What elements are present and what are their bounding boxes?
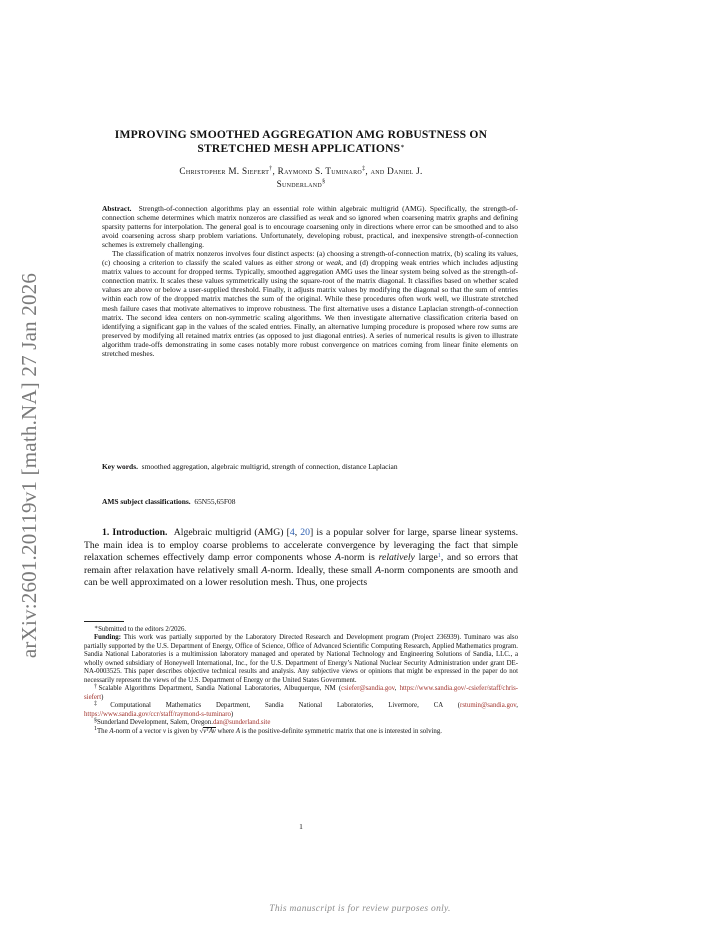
footnote-link-1[interactable]: 1 [437, 553, 441, 560]
review-watermark: This manuscript is for review purposes only. [269, 904, 451, 914]
footnote-submitted: ∗Submitted to the editors 2/2026. [94, 625, 187, 633]
footnote-tuminaro: ‡Computational Mathematics Department, Sandia National Laboratories, Livermore, CA (rstumin@sandia.gov, https://www.sandia.gov/ccr/staff/raymond-s-tuminaro) [84, 701, 518, 718]
title-line-1: IMPROVING SMOOTHED AGGREGATION AMG ROBUSTNESS ON [114, 128, 488, 141]
ams-label: AMS subject classifications. [102, 497, 191, 506]
arxiv-sidebar [12, 245, 48, 685]
abstract [102, 204, 518, 358]
citation-link-4[interactable]: 4 [289, 527, 295, 538]
url-link-tuminaro[interactable]: https://www.sandia.gov/ccr/staff/raymond-s-tuminaro [84, 710, 231, 718]
footnote-rule [84, 621, 124, 622]
footnote-sunderland: §Sunderland Development, Salem, Oregon.dan@sunderland.site [94, 717, 271, 726]
intro-paragraph: 1. Introduction. Algebraic multigrid (AMG) [4, 20] is a popular solver for large, sparse linear systems. The main idea is to employ coarse problems to accelerate convergence by leveraging the fact that simple relaxation schemes effectively damp error components whose A-norm is relatively large$^1$, and so errors that remain after relaxation have relatively small A-norm. Ideally, these small A-norm components are smooth and can be well approximated on a lower resolution mesh. Thus, one projects [84, 527, 519, 589]
footnote-a-norm: $^1$The A-norm of a vector v is given by √vᵀAv where A is the positive-definite symmetric matrix that one is interested in solving. [94, 726, 442, 736]
keywords-text: smoothed aggregation, algebraic multigrid, strength of connection, distance Laplacian [141, 462, 398, 471]
sqrt-expression: vᵀAv [203, 728, 216, 736]
ams-codes: 65N55,65F08 [194, 497, 236, 506]
abstract-paragraph-2: The classification of matrix nonzeros involves four distinct aspects: (a) choosing a strength-of-connection matrix, (b) scaling its values, (c) choosing a criterion to classify the scaled values as either strong or weak, and (d) dropping weak entries which includes adjusting matrix values to account for dropped terms. Typically, smoothed aggregation AMG uses the linear system being solved as the strength-of-connection matrix. It scales these values symmetrically using the square-root of the matrix diagonal. It classifies based on whether scaled values are above or below a user-supplied threshold. Finally, it adjusts matrix values by modifying the diagonal so that the sum of entries within each row of the dropped matrix matches the sum of the original. While these procedures often work well, we illustrate stretched mesh failure cases that motivate alternatives to improve robustness. The first alternative uses a distance Laplacian strength-of-connection matrix. The second idea centers on non-symmetric scaling algorithms. We then investigate alternative classification criteria based on identifying a significant gap in the values of the scaled entries. Finally, an alternative lumping procedure is proposed where row sums are preserved by modifying all retained matrix entries (as opposed to just diagonal entries). A series of numerical results is given to illustrate algorithm trade-offs demonstrating in some cases notably more robust convergence on matrices coming from linear finite elements on stretched meshes. [102, 249, 519, 358]
author-line-2: Sunderland§ [276, 179, 326, 189]
email-link-siefert[interactable]: csiefer@sandia.gov [341, 685, 395, 693]
keywords-label: Key words. [102, 462, 138, 471]
footnote-siefert: †Scalable Algorithms Department, Sandia National Laboratories, Albuquerque, NM (csiefer@sandia.gov, https://www.sandia.gov/-csiefer/staff/chris-siefert) [84, 684, 519, 701]
section-heading: 1. Introduction. [102, 527, 168, 538]
page-number: 1 [299, 822, 303, 831]
paper-title [84, 128, 518, 156]
footnotes [84, 626, 518, 737]
author-daniel: , and Daniel J. [365, 166, 423, 176]
abstract-label: Abstract. [102, 204, 132, 213]
email-link-tuminaro[interactable]: rstumin@sandia.gov [460, 702, 517, 710]
arxiv-id-stamp: arXiv:2601.20119v1 [math.NA] 27 Jan 2026 [17, 272, 42, 658]
footnote-funding: Funding: This work was partially supported by the Laboratory Directed Research and Development program (Project 236939). Tuminaro was also partially supported by the U.S. Department of Energy, Office of Science, Office of Advanced Scientific Computing Research, Applied Mathematics program. Sandia National Laboratories is a multimission laboratory managed and operated by National Technology and Engineering Solutions of Sandia, LLC., a wholly owned subsidiary of Honeywell International, Inc., for the U.S. Department of Energy’s National Nuclear Security Administration under grant DE-NA-0003525. This paper describes objective technical results and analysis. Any subjective views or opinions that might be expressed in the paper do not necessarily represent the views of the U.S. Department of Energy or the United States Government. [84, 634, 518, 684]
author-line-1: Christopher M. Siefert†, Raymond S. Tuminaro‡, and Daniel J. [179, 166, 423, 176]
introduction-section [84, 527, 518, 590]
abstract-paragraph-1: Abstract. Strength-of-connection algorithms play an essential role within algebraic multigrid (AMG). Specifically, the strength-of-connection scheme determines which matrix nonzeros are classified as weak and so ignored when coarsening matrix graphs and defining sparsity patterns for interpolation. The general goal is to encourage coarsening only in directions where error can be smoothed and to also avoid coarsening across sharp problem variations. Unfortunately, developing robust, practical, and inexpensive strength-of-connection schemes is extremely challenging. [102, 204, 519, 250]
ams-classifications [102, 497, 518, 506]
sqrt-symbol: √ [199, 728, 204, 736]
title-line-2: STRETCHED MESH APPLICATIONS∗ [197, 142, 405, 155]
keywords [102, 462, 518, 471]
author-siefert: Christopher M. Siefert [179, 166, 270, 176]
citation-link-20[interactable]: 20 [300, 527, 310, 538]
email-link-sunderland[interactable]: dan@sunderland.site [212, 718, 271, 726]
author-sunderland: Sunderland [276, 179, 323, 189]
author-list [84, 165, 518, 191]
author-tuminaro: , Raymond S. Tuminaro [272, 166, 363, 176]
url-link-siefert[interactable]: https://www.sandia.gov/-csiefer/staff/chris-siefert [84, 685, 519, 701]
title-footnote-mark: ∗ [400, 144, 405, 150]
